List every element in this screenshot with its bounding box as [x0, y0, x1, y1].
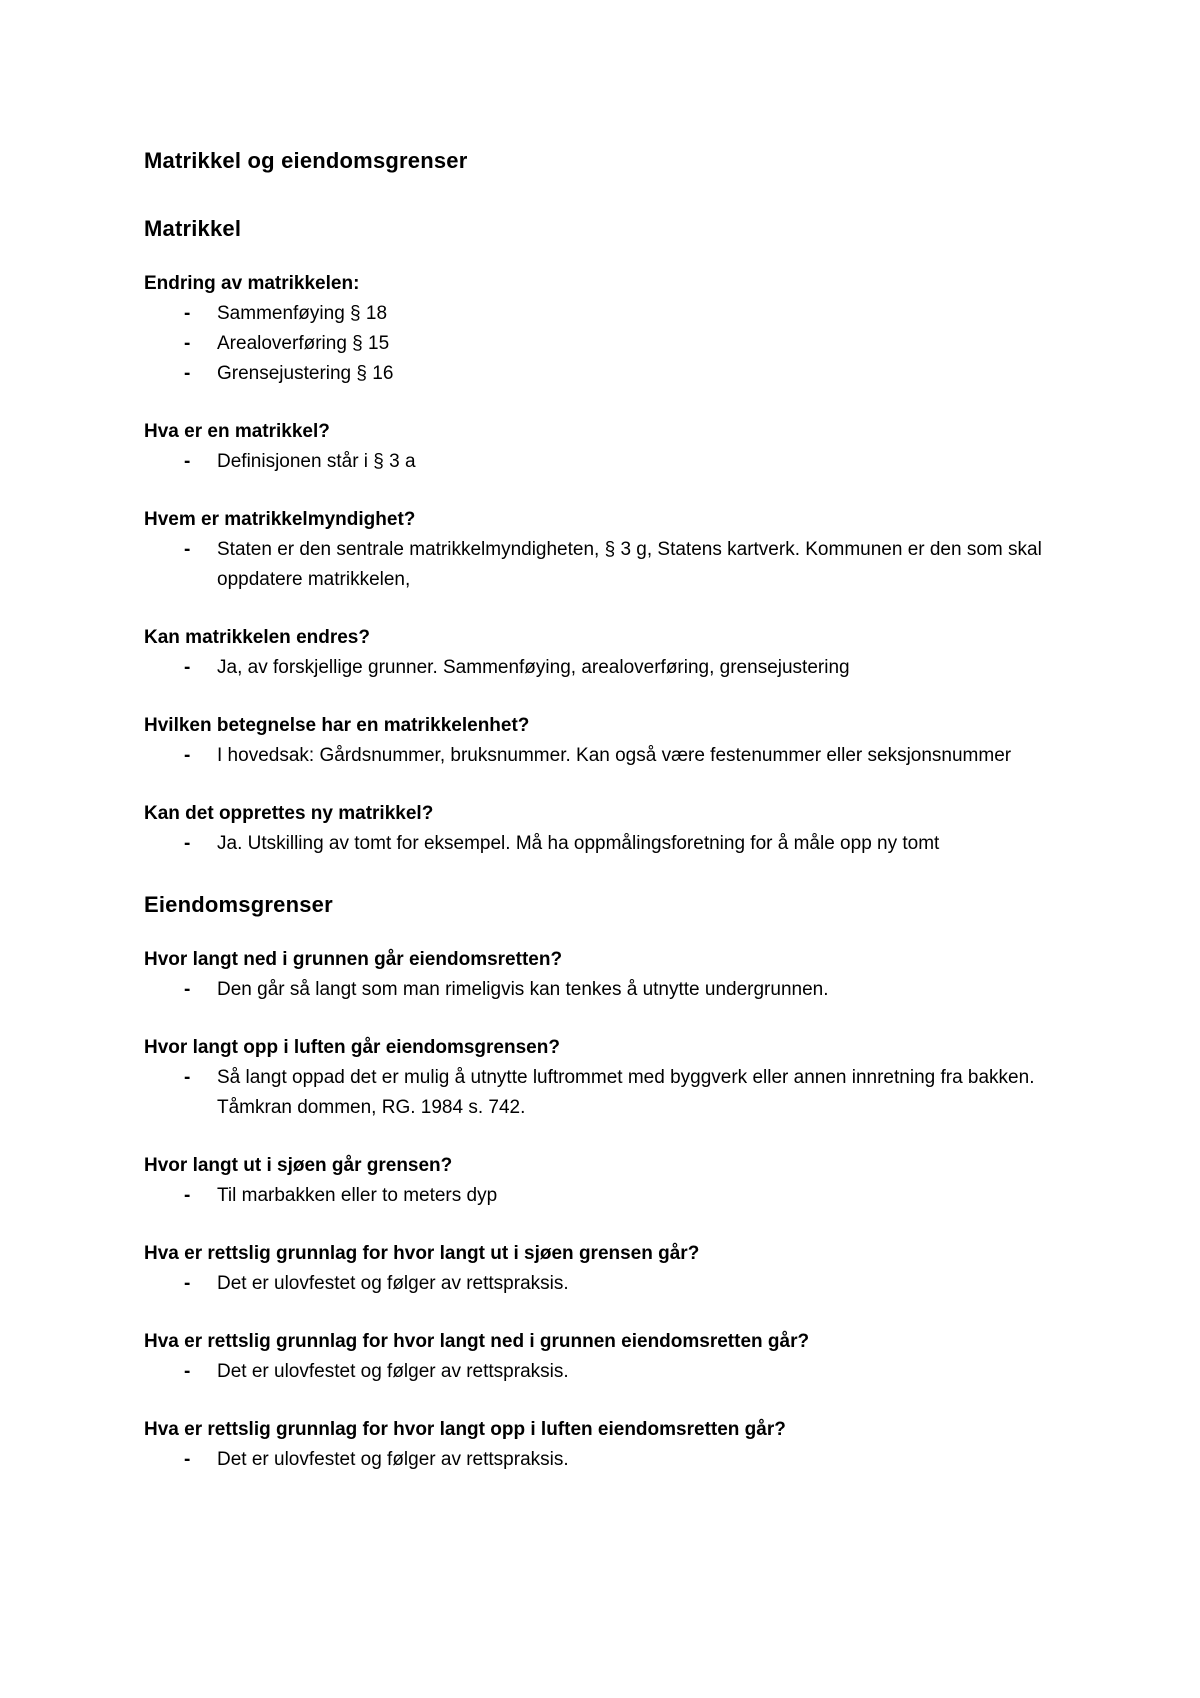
- answer-text: Definisjonen står i § 3 a: [217, 451, 416, 472]
- question: Hva er rettslig grunnlag for hvor langt opp i luften eiendomsretten går?: [144, 1419, 786, 1440]
- section-heading: Matrikkel: [144, 216, 242, 241]
- document-title: Matrikkel og eiendomsgrenser: [144, 148, 468, 173]
- answer-item: [144, 299, 1080, 329]
- qa-block: [144, 945, 1080, 1005]
- question: Hva er rettslig grunnlag for hvor langt ut i sjøen grensen går?: [144, 1243, 700, 1264]
- answer-list: [144, 1063, 1080, 1123]
- qa-block: [144, 799, 1080, 859]
- answer-item: [144, 329, 1080, 359]
- qa-block: [144, 1033, 1080, 1123]
- answer-list: [144, 1357, 1080, 1387]
- qa-block: [144, 505, 1080, 595]
- question: Hva er rettslig grunnlag for hvor langt ned i grunnen eiendomsretten går?: [144, 1331, 810, 1352]
- answer-list: [144, 1181, 1080, 1211]
- answer-item: [144, 653, 1080, 683]
- answer-list: [144, 741, 1080, 771]
- answer-item: [144, 1063, 1080, 1123]
- answer-item: [144, 829, 1080, 859]
- question: Hvor langt opp i luften går eiendomsgrensen?: [144, 1037, 560, 1058]
- bullet-dash-icon: -: [184, 1449, 191, 1470]
- answer-text: Den går så langt som man rimeligvis kan tenkes å utnytte undergrunnen.: [217, 979, 829, 1000]
- question: Endring av matrikkelen:: [144, 273, 360, 294]
- qa-block: [144, 711, 1080, 771]
- section: [144, 213, 1080, 859]
- answer-item: [144, 535, 1080, 595]
- question: Hvilken betegnelse har en matrikkelenhet?: [144, 715, 530, 736]
- answer-list: [144, 447, 1080, 477]
- bullet-dash-icon: -: [184, 1273, 191, 1294]
- qa-block: [144, 1239, 1080, 1299]
- answer-text: Sammenføying § 18: [217, 303, 388, 324]
- answer-text: Til marbakken eller to meters dyp: [217, 1185, 498, 1206]
- answer-text: Ja, av forskjellige grunner. Sammenføying, arealoverføring, grensejustering: [217, 657, 850, 678]
- bullet-dash-icon: -: [184, 539, 191, 560]
- bullet-dash-icon: -: [184, 833, 191, 854]
- question: Hvor langt ned i grunnen går eiendomsretten?: [144, 949, 563, 970]
- answer-item: [144, 359, 1080, 389]
- question: Hvor langt ut i sjøen går grensen?: [144, 1155, 453, 1176]
- qa-block: [144, 1415, 1080, 1475]
- answer-text: Det er ulovfestet og følger av rettspraksis.: [217, 1273, 569, 1294]
- answer-list: [144, 653, 1080, 683]
- question: Hvem er matrikkelmyndighet?: [144, 509, 416, 530]
- qa-block: [144, 1151, 1080, 1211]
- answer-list: [144, 975, 1080, 1005]
- bullet-dash-icon: -: [184, 451, 191, 472]
- question: Kan det opprettes ny matrikkel?: [144, 803, 434, 824]
- bullet-dash-icon: -: [184, 363, 191, 384]
- question: Kan matrikkelen endres?: [144, 627, 370, 648]
- answer-item: [144, 1181, 1080, 1211]
- qa-block: [144, 269, 1080, 389]
- answer-item: [144, 447, 1080, 477]
- bullet-dash-icon: -: [184, 657, 191, 678]
- answer-text: Staten er den sentrale matrikkelmyndigheten, § 3 g, Statens kartverk. Kommunen er den som skal oppdatere matrikkelen,: [217, 539, 1042, 590]
- bullet-dash-icon: -: [184, 979, 191, 1000]
- answer-item: [144, 1445, 1080, 1475]
- answer-list: [144, 299, 1080, 389]
- section-heading: Eiendomsgrenser: [144, 892, 333, 917]
- answer-item: [144, 741, 1080, 771]
- answer-text: Grensejustering § 16: [217, 363, 394, 384]
- answer-text: Så langt oppad det er mulig å utnytte luftrommet med byggverk eller annen innretning fra bakken. Tåmkran dommen, RG. 1984 s. 742.: [217, 1067, 1035, 1118]
- bullet-dash-icon: -: [184, 303, 191, 324]
- qa-block: [144, 1327, 1080, 1387]
- question: Hva er en matrikkel?: [144, 421, 330, 442]
- answer-text: Det er ulovfestet og følger av rettspraksis.: [217, 1449, 569, 1470]
- answer-text: I hovedsak: Gårdsnummer, bruksnummer. Kan også være festenummer eller seksjonsnummer: [217, 745, 1012, 766]
- bullet-dash-icon: -: [184, 1185, 191, 1206]
- bullet-dash-icon: -: [184, 1361, 191, 1382]
- document-body: [144, 213, 1080, 1475]
- answer-list: [144, 829, 1080, 859]
- bullet-dash-icon: -: [184, 745, 191, 766]
- answer-text: Ja. Utskilling av tomt for eksempel. Må ha oppmålingsforetning for å måle opp ny tomt: [217, 833, 940, 854]
- answer-item: [144, 1269, 1080, 1299]
- answer-text: Arealoverføring § 15: [217, 333, 390, 354]
- answer-text: Det er ulovfestet og følger av rettspraksis.: [217, 1361, 569, 1382]
- bullet-dash-icon: -: [184, 333, 191, 354]
- qa-block: [144, 623, 1080, 683]
- answer-list: [144, 1269, 1080, 1299]
- answer-list: [144, 535, 1080, 595]
- qa-block: [144, 417, 1080, 477]
- answer-item: [144, 1357, 1080, 1387]
- answer-item: [144, 975, 1080, 1005]
- bullet-dash-icon: -: [184, 1067, 191, 1088]
- section: [144, 889, 1080, 1475]
- answer-list: [144, 1445, 1080, 1475]
